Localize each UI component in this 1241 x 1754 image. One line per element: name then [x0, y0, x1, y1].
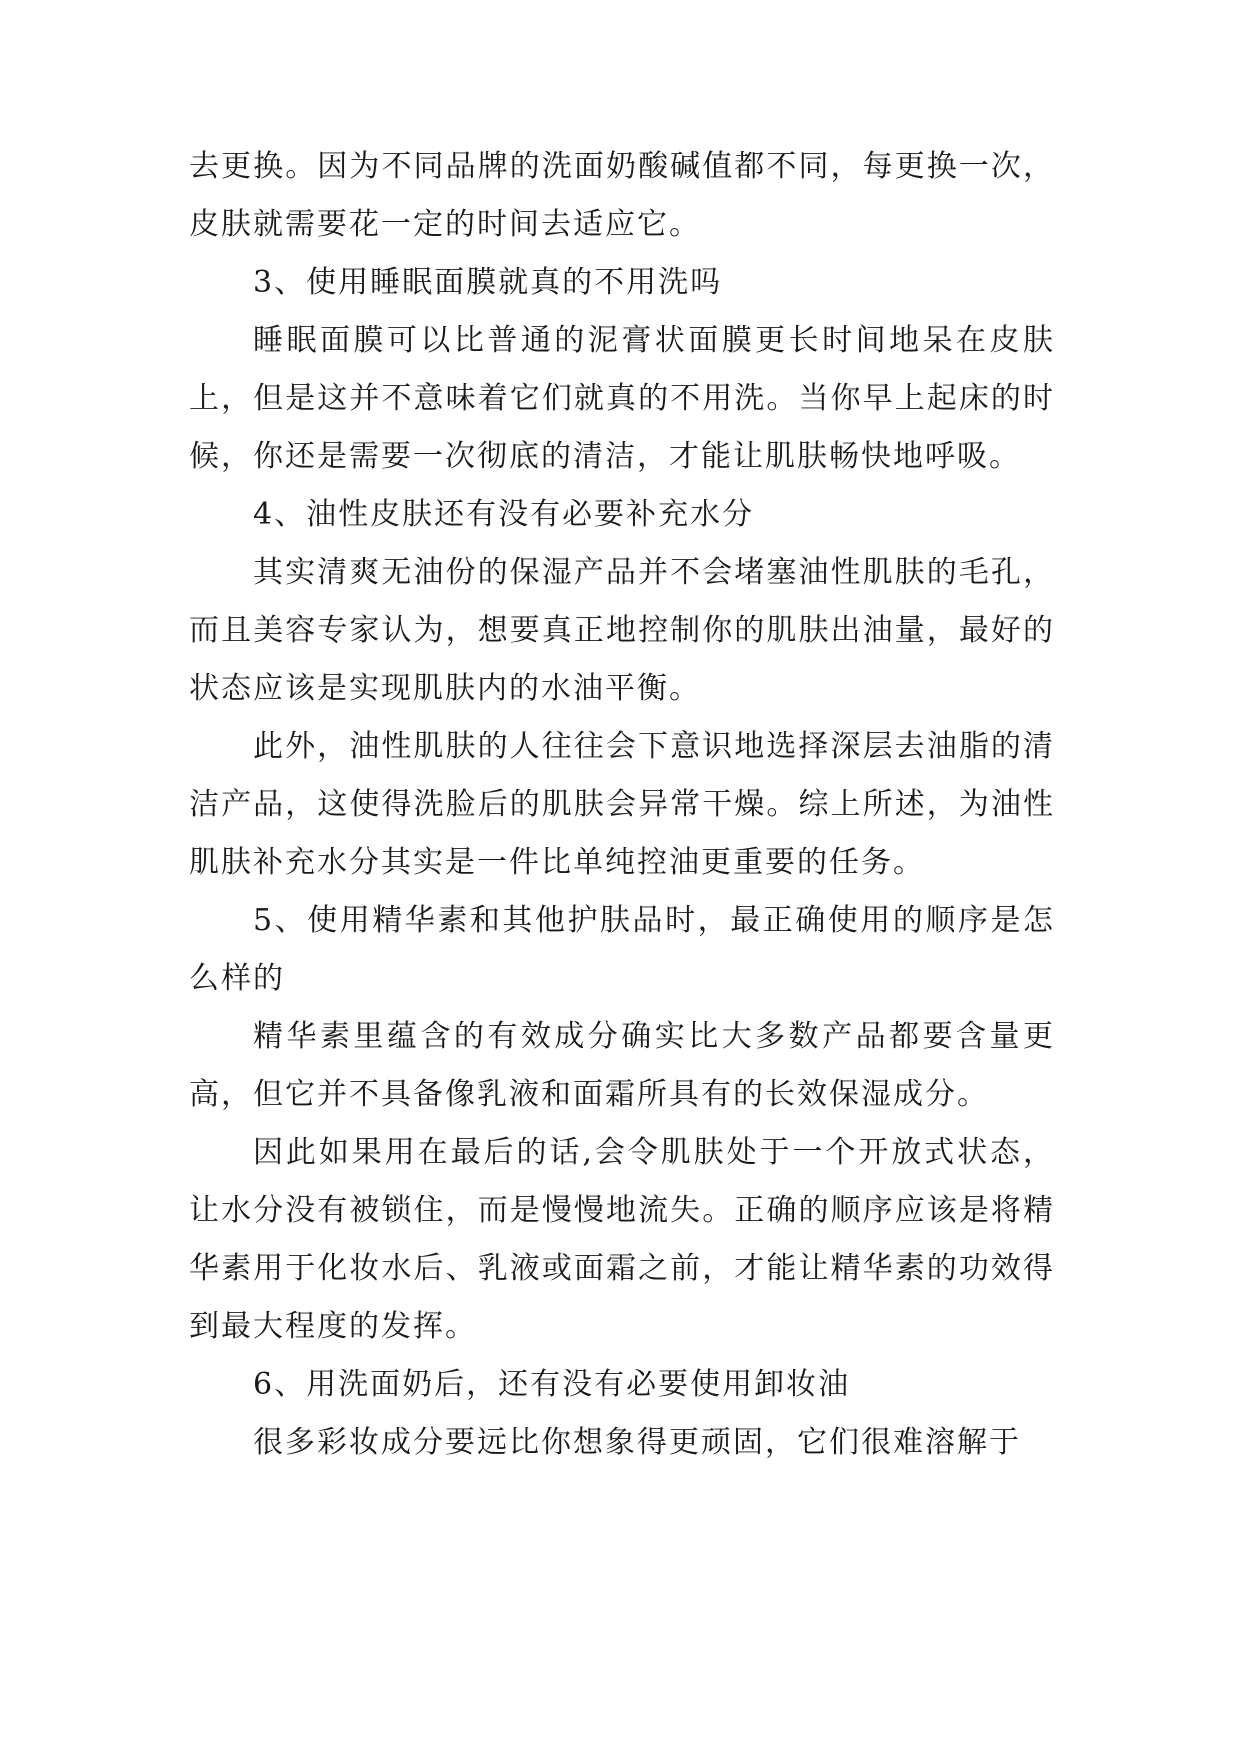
document-body: [189, 138, 1055, 1472]
paragraph: 睡眠面膜可以比普通的泥膏状面膜更长时间地呆在皮肤上，但是这并不意味着它们就真的不用洗。当你早上起床的时候，你还是需要一次彻底的清洁，才能让肌肤畅快地呼吸。: [189, 323, 1055, 474]
section-heading-4: 4、油性皮肤还有没有必要补充水分: [253, 497, 755, 532]
paragraph: 其实清爽无油份的保湿产品并不会堵塞油性肌肤的毛孔，而且美容专家认为，想要真正地控制你的肌肤出油量，最好的状态应该是实现肌肤内的水油平衡。: [189, 555, 1055, 706]
paragraph: 很多彩妆成分要远比你想象得更顽固，它们很难溶解于: [253, 1425, 1021, 1460]
section-heading-3: 3、使用睡眠面膜就真的不用洗吗: [253, 265, 723, 300]
paragraph-continuation: 去更换。因为不同品牌的洗面奶酸碱值都不同，每更换一次，皮肤就需要花一定的时间去适应它。: [189, 149, 1055, 242]
paragraph: 此外，油性肌肤的人往往会下意识地选择深层去油脂的清洁产品，这使得洗脸后的肌肤会异常干燥。综上所述，为油性肌肤补充水分其实是一件比单纯控油更重要的任务。: [189, 729, 1055, 880]
paragraph: 因此如果用在最后的话,会令肌肤处于一个开放式状态，让水分没有被锁住，而是慢慢地流失。正确的顺序应该是将精华素用于化妆水后、乳液或面霜之前，才能让精华素的功效得到最大程度的发挥。: [189, 1135, 1055, 1344]
section-heading-6: 6、用洗面奶后，还有没有必要使用卸妆油: [253, 1367, 851, 1402]
paragraph: 精华素里蕴含的有效成分确实比大多数产品都要含量更高，但它并不具备像乳液和面霜所具有的长效保湿成分。: [189, 1019, 1055, 1112]
section-heading-5: 5、使用精华素和其他护肤品时，最正确使用的顺序是怎么样的: [189, 903, 1055, 996]
